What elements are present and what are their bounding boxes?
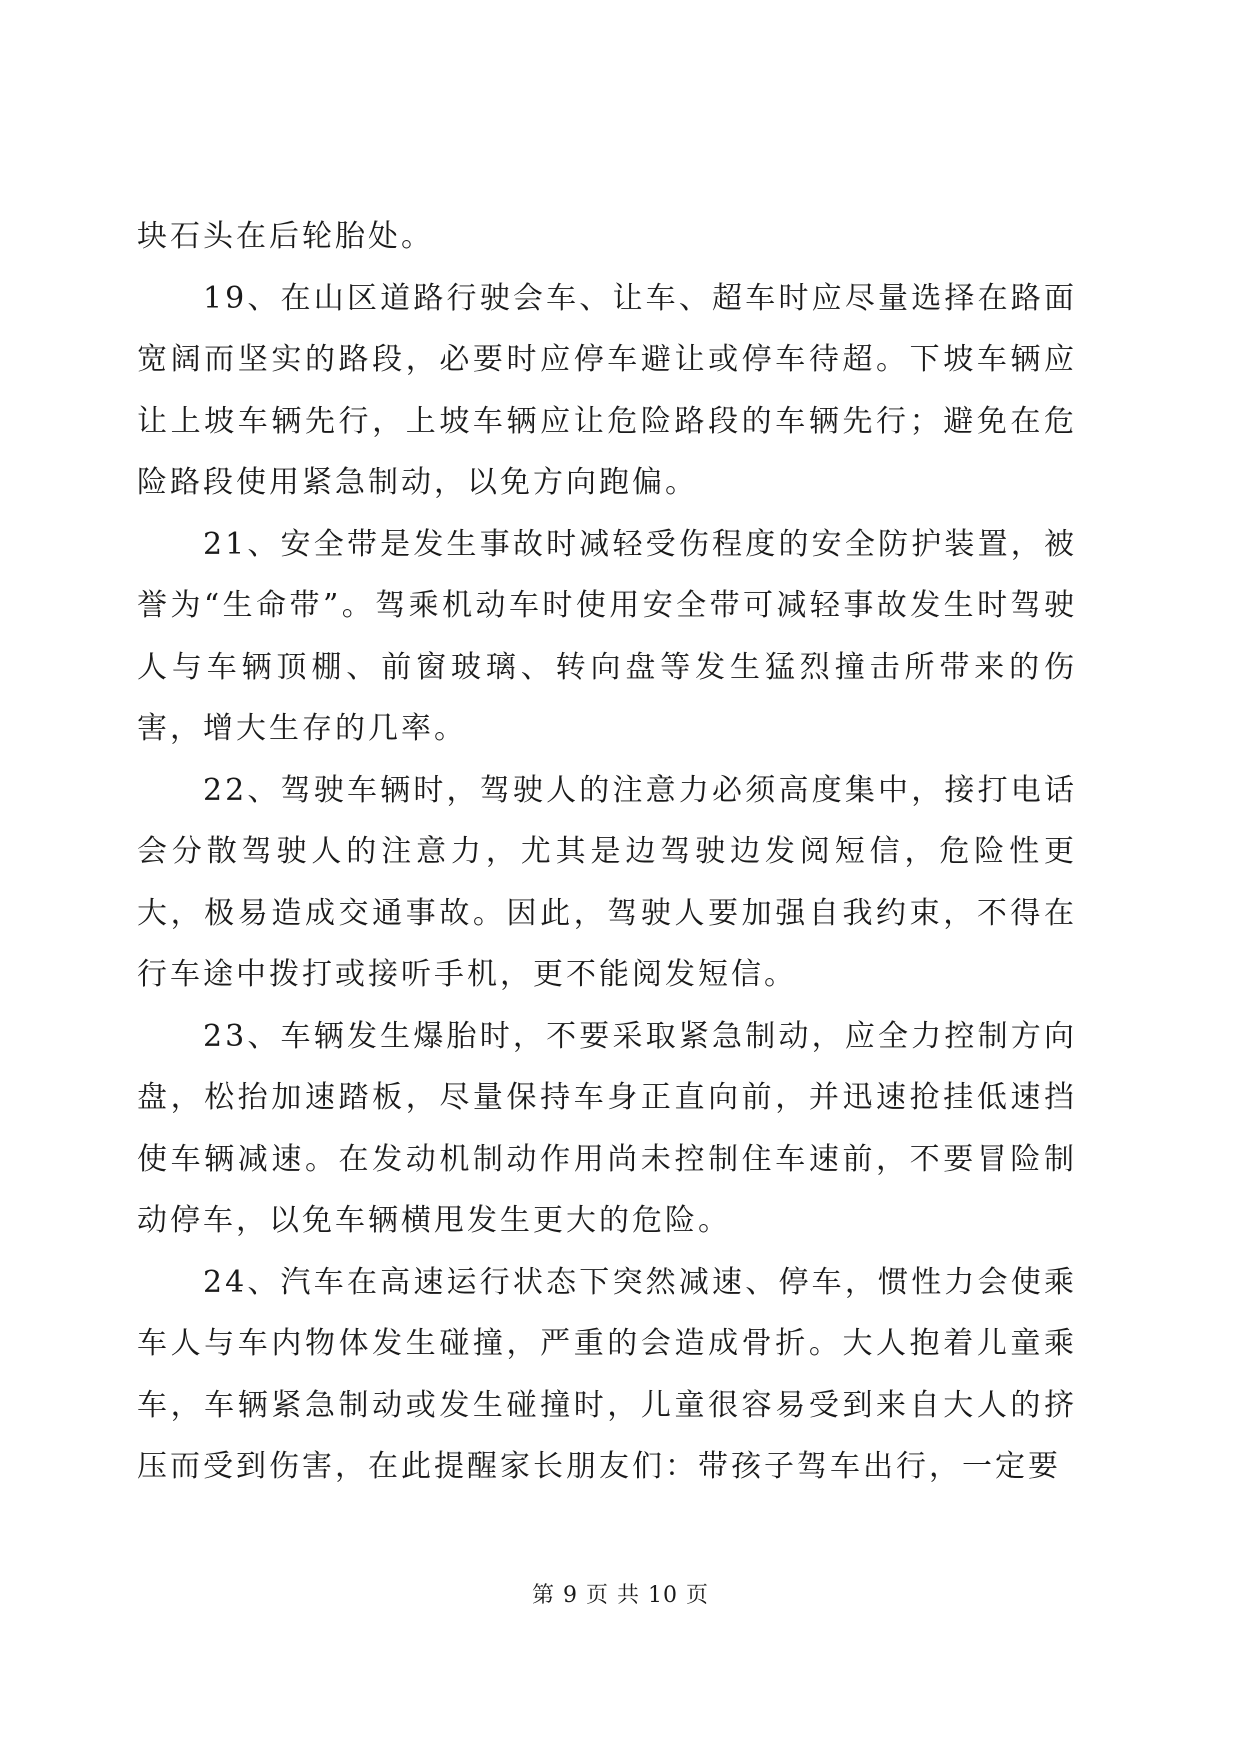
page-number-footer: 第 9 页 共 10 页 xyxy=(532,1583,709,1608)
document-body xyxy=(137,206,1077,1498)
paragraph-continuation: 块石头在后轮胎处。 xyxy=(137,219,434,254)
paragraph-item-19: 19、在山区道路行驶会车、让车、超车时应尽量选择在路面宽阔而坚实的路段，必要时应停车避让或停车待超。下坡车辆应让上坡车辆先行，上坡车辆应让危险路段的车辆先行；避免在危险路段使用紧急制动，以免方向跑偏。 xyxy=(137,280,1077,500)
paragraph-item-21: 21、安全带是发生事故时减轻受伤程度的安全防护装置，被誉为“生命带”。驾乘机动车时使用安全带可减轻事故发生时驾驶人与车辆顶棚、前窗玻璃、转向盘等发生猛烈撞击所带来的伤害，增大生存的几率。 xyxy=(137,526,1077,746)
paragraph-item-24: 24、汽车在高速运行状态下突然减速、停车，惯性力会使乘车人与车内物体发生碰撞，严重的会造成骨折。大人抱着儿童乘车，车辆紧急制动或发生碰撞时，儿童很容易受到来自大人的挤压而受到伤害，在此提醒家长朋友们：带孩子驾车出行，一定要 xyxy=(137,1264,1077,1484)
paragraph-item-22: 22、驾驶车辆时，驾驶人的注意力必须高度集中，接打电话会分散驾驶人的注意力，尤其是边驾驶边发阅短信，危险性更大，极易造成交通事故。因此，驾驶人要加强自我约束，不得在行车途中拨打或接听手机，更不能阅发短信。 xyxy=(137,772,1077,992)
paragraph-item-23: 23、车辆发生爆胎时，不要采取紧急制动，应全力控制方向盘，松抬加速踏板，尽量保持车身正直向前，并迅速抢挂低速挡使车辆减速。在发动机制动作用尚未控制住车速前，不要冒险制动停车，以免车辆横甩发生更大的危险。 xyxy=(137,1018,1077,1238)
